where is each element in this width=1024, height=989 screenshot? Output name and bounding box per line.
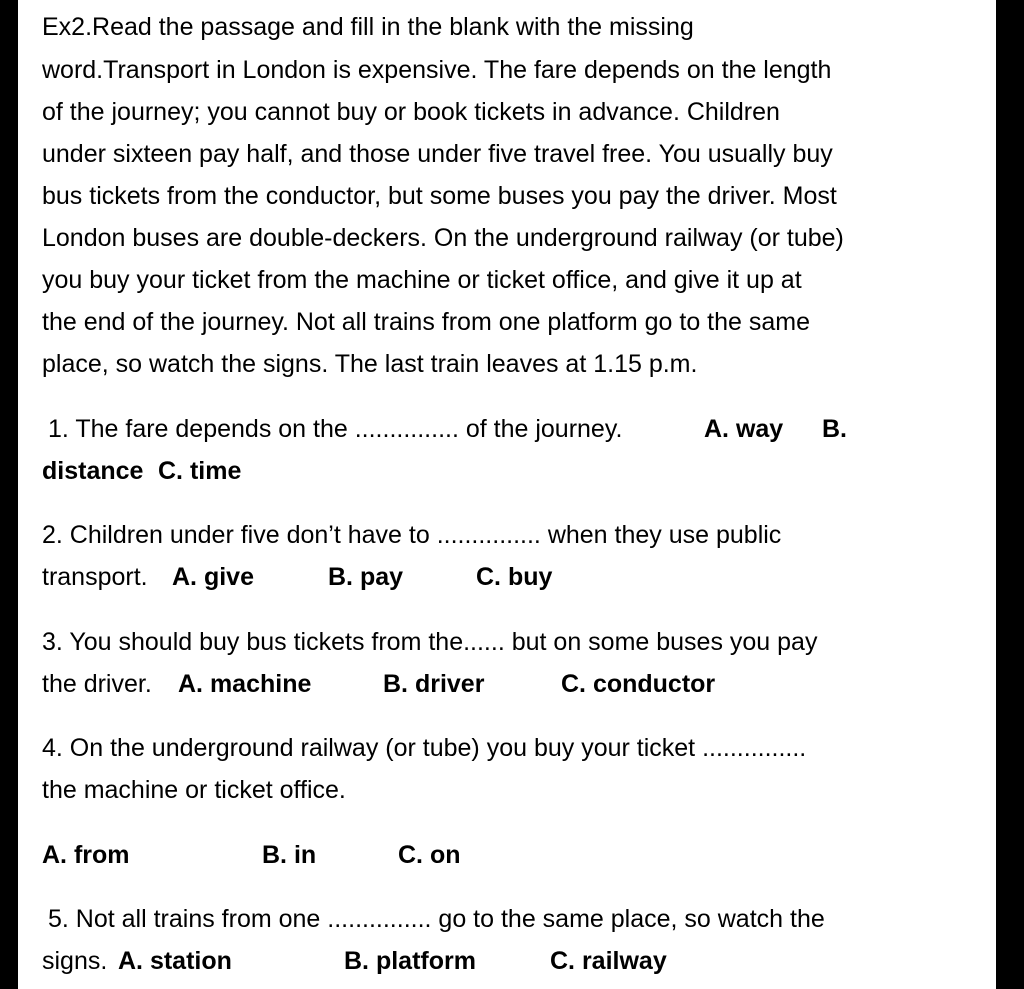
option-c: C. time	[158, 457, 242, 485]
passage-line: London buses are double-deckers. On the underground railway (or tube)	[42, 224, 844, 252]
passage-line: Ex2.Read the passage and fill in the blank with the missing	[42, 13, 694, 41]
option-c: C. buy	[476, 563, 553, 591]
question-text: 4. On the underground railway (or tube) you buy your ticket ...............	[42, 734, 807, 762]
worksheet-page	[18, 0, 996, 989]
option-a: A. way	[704, 415, 784, 443]
question-text-cont: transport.	[42, 563, 148, 591]
question-text: 1. The fare depends on the ............... of the journey.	[48, 415, 623, 443]
passage-line: under sixteen pay half, and those under five travel free. You usually buy	[42, 140, 833, 168]
option-b: B. platform	[344, 947, 476, 975]
option-b-text: distance	[42, 457, 144, 485]
passage-line: word.Transport in London is expensive. The fare depends on the length	[42, 56, 832, 84]
question-text-cont: the machine or ticket office.	[42, 776, 346, 804]
question-text-cont: signs.	[42, 947, 108, 975]
option-a: A. from	[42, 841, 130, 869]
passage-line: bus tickets from the conductor, but some buses you pay the driver. Most	[42, 182, 837, 210]
passage-line: you buy your ticket from the machine or ticket office, and give it up at	[42, 266, 802, 294]
option-b: B. driver	[383, 670, 485, 698]
question-text: 3. You should buy bus tickets from the...... but on some buses you pay	[42, 628, 818, 656]
question-text: 5. Not all trains from one ............... go to the same place, so watch the	[48, 905, 825, 933]
option-c: C. conductor	[561, 670, 716, 698]
question-text-cont: the driver.	[42, 670, 152, 698]
passage-line: the end of the journey. Not all trains from one platform go to the same	[42, 308, 811, 336]
option-b: B.	[822, 415, 847, 443]
option-a: A. station	[118, 947, 232, 975]
option-a: A. machine	[178, 670, 312, 698]
option-b: B. pay	[328, 563, 404, 591]
question-text: 2. Children under five don’t have to ............... when they use public	[42, 521, 782, 549]
option-b: B. in	[262, 841, 317, 869]
option-a: A. give	[172, 563, 254, 591]
option-c: C. on	[398, 841, 461, 869]
option-c: C. railway	[550, 947, 667, 975]
passage-line: of the journey; you cannot buy or book tickets in advance. Children	[42, 98, 780, 126]
passage-line: place, so watch the signs. The last train leaves at 1.15 p.m.	[42, 350, 698, 378]
